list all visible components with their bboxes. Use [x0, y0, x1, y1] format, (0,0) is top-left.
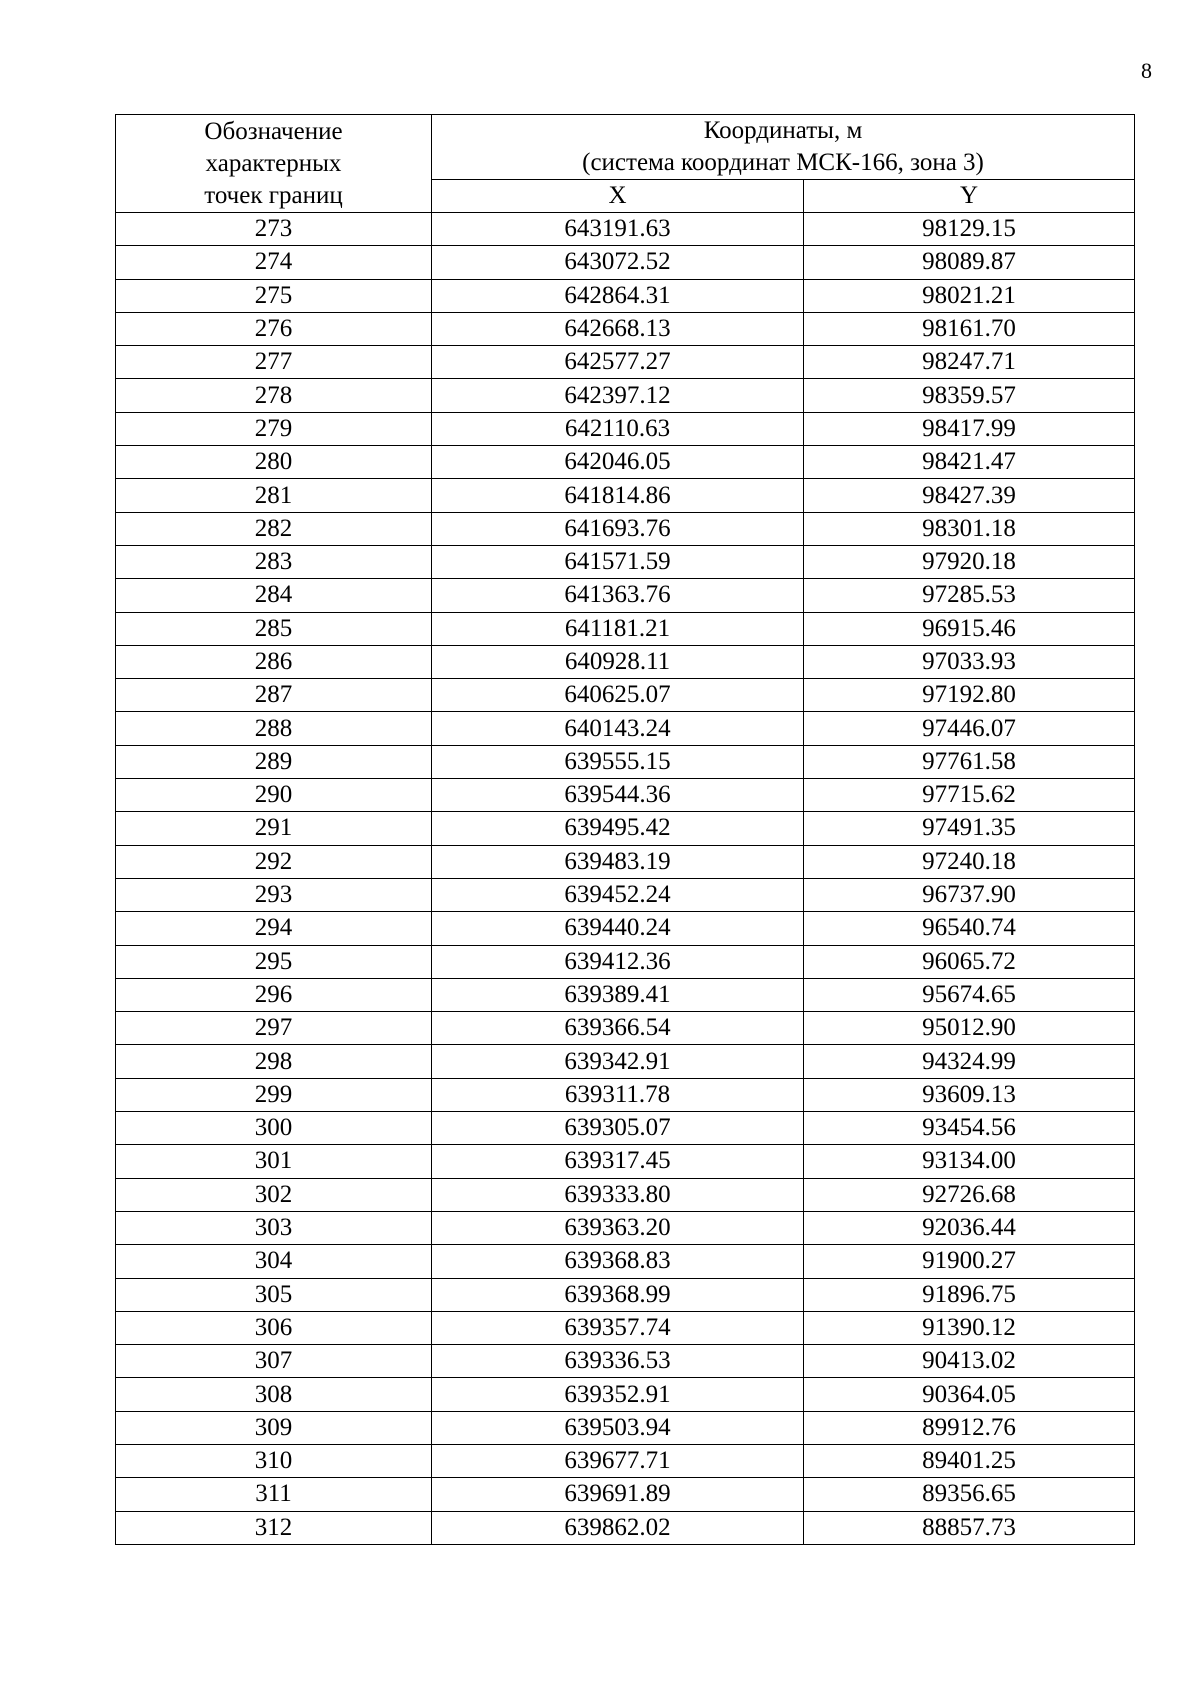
point-cell: 303 — [116, 1211, 432, 1244]
x-coordinate-cell: 641814.86 — [432, 479, 804, 512]
y-coordinate-cell: 97285.53 — [804, 579, 1135, 612]
x-coordinate-cell: 640143.24 — [432, 712, 804, 745]
point-cell: 288 — [116, 712, 432, 745]
table-body — [116, 213, 1135, 1545]
y-coordinate-cell: 90364.05 — [804, 1378, 1135, 1411]
x-coordinate-cell: 639317.45 — [432, 1145, 804, 1178]
coordinates-header — [432, 115, 1135, 180]
table-row — [116, 1078, 1135, 1111]
point-cell: 286 — [116, 645, 432, 678]
point-cell: 300 — [116, 1112, 432, 1145]
y-coordinate-cell: 97033.93 — [804, 645, 1135, 678]
point-cell: 309 — [116, 1411, 432, 1444]
point-cell: 296 — [116, 978, 432, 1011]
point-cell: 273 — [116, 213, 432, 246]
table-row — [116, 612, 1135, 645]
y-coordinate-cell: 97446.07 — [804, 712, 1135, 745]
x-coordinate-cell: 640928.11 — [432, 645, 804, 678]
point-cell: 297 — [116, 1012, 432, 1045]
table-row — [116, 545, 1135, 578]
y-coordinate-cell: 97491.35 — [804, 812, 1135, 845]
point-cell: 304 — [116, 1245, 432, 1278]
y-coordinate-cell: 93134.00 — [804, 1145, 1135, 1178]
x-coordinate-cell: 639368.99 — [432, 1278, 804, 1311]
point-cell: 275 — [116, 279, 432, 312]
x-coordinate-cell: 639366.54 — [432, 1012, 804, 1045]
x-coordinate-cell: 639357.74 — [432, 1311, 804, 1344]
coordinates-table — [115, 114, 1135, 1545]
coordinates-header-line-1: Координаты, м — [703, 117, 863, 144]
point-cell: 277 — [116, 346, 432, 379]
x-coordinate-cell: 639311.78 — [432, 1078, 804, 1111]
x-coordinate-cell: 641571.59 — [432, 545, 804, 578]
table-row — [116, 346, 1135, 379]
y-coordinate-cell: 98359.57 — [804, 379, 1135, 412]
x-coordinate-cell: 639862.02 — [432, 1511, 804, 1544]
x-coordinate-cell: 639503.94 — [432, 1411, 804, 1444]
y-coordinate-cell: 93609.13 — [804, 1078, 1135, 1111]
table-row — [116, 1444, 1135, 1477]
table-row — [116, 1045, 1135, 1078]
x-coordinate-cell: 639495.42 — [432, 812, 804, 845]
x-coordinate-cell: 639342.91 — [432, 1045, 804, 1078]
table-row — [116, 679, 1135, 712]
x-coordinate-cell: 642046.05 — [432, 446, 804, 479]
x-coordinate-cell: 643072.52 — [432, 246, 804, 279]
x-coordinate-cell: 642577.27 — [432, 346, 804, 379]
x-coordinate-cell: 639333.80 — [432, 1178, 804, 1211]
x-coordinate-cell: 639363.20 — [432, 1211, 804, 1244]
table-row — [116, 1511, 1135, 1544]
x-coordinate-cell: 642397.12 — [432, 379, 804, 412]
y-coordinate-cell: 90413.02 — [804, 1345, 1135, 1378]
point-cell: 285 — [116, 612, 432, 645]
table-row — [116, 712, 1135, 745]
x-coordinate-cell: 640625.07 — [432, 679, 804, 712]
x-coordinate-cell: 639483.19 — [432, 845, 804, 878]
point-cell: 307 — [116, 1345, 432, 1378]
x-coordinate-cell: 642668.13 — [432, 312, 804, 345]
y-coordinate-cell: 98161.70 — [804, 312, 1135, 345]
point-cell: 306 — [116, 1311, 432, 1344]
point-cell: 294 — [116, 912, 432, 945]
table-row — [116, 1478, 1135, 1511]
x-coordinate-cell: 639555.15 — [432, 745, 804, 778]
y-coordinate-cell: 89401.25 — [804, 1444, 1135, 1477]
point-cell: 310 — [116, 1444, 432, 1477]
y-coordinate-cell: 96737.90 — [804, 878, 1135, 911]
point-cell: 289 — [116, 745, 432, 778]
x-coordinate-cell: 639440.24 — [432, 912, 804, 945]
table-row — [116, 812, 1135, 845]
point-cell: 287 — [116, 679, 432, 712]
table-row — [116, 579, 1135, 612]
point-header-line-1: Обозначение — [204, 117, 343, 145]
x-coordinate-cell: 639368.83 — [432, 1245, 804, 1278]
table-row — [116, 1378, 1135, 1411]
table-row — [116, 1278, 1135, 1311]
table-row — [116, 845, 1135, 878]
y-coordinate-cell: 98089.87 — [804, 246, 1135, 279]
y-coordinate-cell: 97240.18 — [804, 845, 1135, 878]
x-coordinate-cell: 641693.76 — [432, 512, 804, 545]
x-coordinate-cell: 639412.36 — [432, 945, 804, 978]
y-coordinate-cell: 89356.65 — [804, 1478, 1135, 1511]
table-row — [116, 279, 1135, 312]
x-coordinate-cell: 639352.91 — [432, 1378, 804, 1411]
x-coordinate-cell: 641363.76 — [432, 579, 804, 612]
point-cell: 295 — [116, 945, 432, 978]
x-coordinate-cell: 639336.53 — [432, 1345, 804, 1378]
point-cell: 282 — [116, 512, 432, 545]
table-row — [116, 1245, 1135, 1278]
table-row — [116, 645, 1135, 678]
y-coordinate-cell: 98247.71 — [804, 346, 1135, 379]
point-cell: 299 — [116, 1078, 432, 1111]
x-coordinate-cell: 642110.63 — [432, 412, 804, 445]
y-coordinate-cell: 96915.46 — [804, 612, 1135, 645]
y-coordinate-cell: 91900.27 — [804, 1245, 1135, 1278]
table-row — [116, 246, 1135, 279]
y-coordinate-cell: 98021.21 — [804, 279, 1135, 312]
point-cell: 305 — [116, 1278, 432, 1311]
coordinates-header-line-2: (система координат МСК-166, зона 3) — [582, 149, 984, 176]
x-coordinate-cell: 639305.07 — [432, 1112, 804, 1145]
table-row — [116, 412, 1135, 445]
table-row — [116, 446, 1135, 479]
point-designation-header — [116, 115, 432, 213]
x-coordinate-cell: 639544.36 — [432, 779, 804, 812]
table-row — [116, 1211, 1135, 1244]
point-cell: 301 — [116, 1145, 432, 1178]
point-cell: 292 — [116, 845, 432, 878]
y-coordinate-cell: 98427.39 — [804, 479, 1135, 512]
x-coordinate-cell: 639691.89 — [432, 1478, 804, 1511]
point-cell: 283 — [116, 545, 432, 578]
y-coordinate-cell: 92726.68 — [804, 1178, 1135, 1211]
x-coordinate-cell: 639677.71 — [432, 1444, 804, 1477]
y-coordinate-cell: 91390.12 — [804, 1311, 1135, 1344]
point-cell: 298 — [116, 1045, 432, 1078]
table-row — [116, 1345, 1135, 1378]
table-row — [116, 1178, 1135, 1211]
table-row — [116, 312, 1135, 345]
y-coordinate-cell: 88857.73 — [804, 1511, 1135, 1544]
y-coordinate-cell: 98129.15 — [804, 213, 1135, 246]
point-cell: 284 — [116, 579, 432, 612]
y-coordinate-cell: 89912.76 — [804, 1411, 1135, 1444]
table-row — [116, 1012, 1135, 1045]
point-cell: 278 — [116, 379, 432, 412]
point-header-line-3: точек границ — [204, 181, 343, 209]
table-row — [116, 213, 1135, 246]
point-cell: 280 — [116, 446, 432, 479]
y-column-header: Y — [804, 180, 1135, 213]
table-row — [116, 512, 1135, 545]
table-row — [116, 978, 1135, 1011]
point-cell: 276 — [116, 312, 432, 345]
y-coordinate-cell: 96540.74 — [804, 912, 1135, 945]
point-cell: 312 — [116, 1511, 432, 1544]
point-cell: 279 — [116, 412, 432, 445]
point-cell: 291 — [116, 812, 432, 845]
table-row — [116, 479, 1135, 512]
point-cell: 290 — [116, 779, 432, 812]
x-coordinate-cell: 642864.31 — [432, 279, 804, 312]
table-row — [116, 745, 1135, 778]
table-header — [116, 115, 1135, 213]
x-coordinate-cell: 643191.63 — [432, 213, 804, 246]
table-row — [116, 878, 1135, 911]
point-cell: 302 — [116, 1178, 432, 1211]
point-cell: 308 — [116, 1378, 432, 1411]
x-coordinate-cell: 639389.41 — [432, 978, 804, 1011]
table-row — [116, 379, 1135, 412]
y-coordinate-cell: 93454.56 — [804, 1112, 1135, 1145]
y-coordinate-cell: 91896.75 — [804, 1278, 1135, 1311]
y-coordinate-cell: 97715.62 — [804, 779, 1135, 812]
x-coordinate-cell: 641181.21 — [432, 612, 804, 645]
y-coordinate-cell: 98421.47 — [804, 446, 1135, 479]
point-cell: 274 — [116, 246, 432, 279]
table-row — [116, 1411, 1135, 1444]
y-coordinate-cell: 98301.18 — [804, 512, 1135, 545]
x-column-header: X — [432, 180, 804, 213]
y-coordinate-cell: 97920.18 — [804, 545, 1135, 578]
table-row — [116, 1145, 1135, 1178]
point-cell: 311 — [116, 1478, 432, 1511]
y-coordinate-cell: 94324.99 — [804, 1045, 1135, 1078]
y-coordinate-cell: 96065.72 — [804, 945, 1135, 978]
y-coordinate-cell: 98417.99 — [804, 412, 1135, 445]
y-coordinate-cell: 97761.58 — [804, 745, 1135, 778]
y-coordinate-cell: 97192.80 — [804, 679, 1135, 712]
y-coordinate-cell: 95012.90 — [804, 1012, 1135, 1045]
y-coordinate-cell: 95674.65 — [804, 978, 1135, 1011]
point-cell: 293 — [116, 878, 432, 911]
page-number: 8 — [1141, 58, 1152, 83]
table-row — [116, 912, 1135, 945]
x-coordinate-cell: 639452.24 — [432, 878, 804, 911]
point-header-line-2: характерных — [205, 149, 342, 177]
table-row — [116, 1112, 1135, 1145]
y-coordinate-cell: 92036.44 — [804, 1211, 1135, 1244]
table-row — [116, 779, 1135, 812]
table-row — [116, 1311, 1135, 1344]
point-cell: 281 — [116, 479, 432, 512]
table-row — [116, 945, 1135, 978]
